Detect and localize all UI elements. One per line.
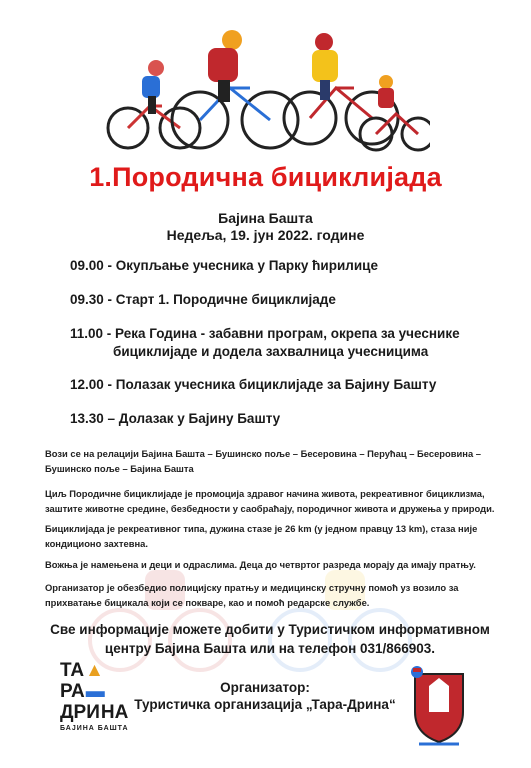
municipality-crest [405,662,473,747]
child-cyclist-right [360,75,430,150]
schedule-item: 09.30 - Старт 1. Породичне бициклијаде [70,292,336,307]
adult-cyclist-center [172,30,298,148]
event-date: Недеља, 19. јун 2022. године [166,227,365,243]
schedule-item: 11.00 - Река Година - забавни програм, окрепа за учеснике бициклијаде и додела захвалница учесницима [70,326,460,359]
participants-paragraph: Вожња је намењена и деци и одраслима. Деца до четвртог разреда морају да имају пратњу. [45,559,476,570]
schedule-item: 13.30 – Долазак у Бајину Башту [70,411,281,426]
schedule-item: 09.00 - Окупљање учесника у Парку ћирилице [70,258,378,273]
route-paragraph: Вози се на релацији Бајина Башта – Бушинско поље – Бесеровина – Перућац – Бесеровина – Бушинско поље – Бајина Башта [45,448,481,474]
cyclists-illustration [100,18,430,156]
organizer-label: Организатор: [220,680,310,695]
tara-drina-logo: ТА ▲ РА ▬ ДРИ НА БАЈИНА БАШТА [60,660,129,732]
goal-paragraph: Циљ Породичне бициклијаде је промоција здравог начина живота, рекреативног бициклизма, заштите животне средине, безбедности у саобраћају, породичног живота и дружења у природи. [45,488,495,514]
distance-paragraph: Бициклијада је рекреативног типа, дужина стазе је 26 km (у једном правцу 13 km), стаза није кондиционо захтевна. [45,523,478,549]
contact-info: Све информације можете добити у Туристичком информативном центру Бајина Башта или на телефон 031/866903. [50,622,490,656]
safety-paragraph: Организатор је обезбедио полицијску пратњу и медицинску стручну помоћ уз возило за прихватање бицикала који се покваре, као и помоћ редарске службе. [45,582,459,608]
event-place: Бајина Башта [218,210,313,226]
event-title: 1.Породична бициклијада [89,162,442,192]
schedule-item: 12.00 - Полазак учесника бициклијаде за Бајину Башту [70,377,437,392]
logo-caption: БАЈИНА БАШТА [60,725,129,732]
organizer-name: Туристичка организација „Тара-Дрина“ [134,697,396,712]
child-cyclist-left [108,60,200,148]
